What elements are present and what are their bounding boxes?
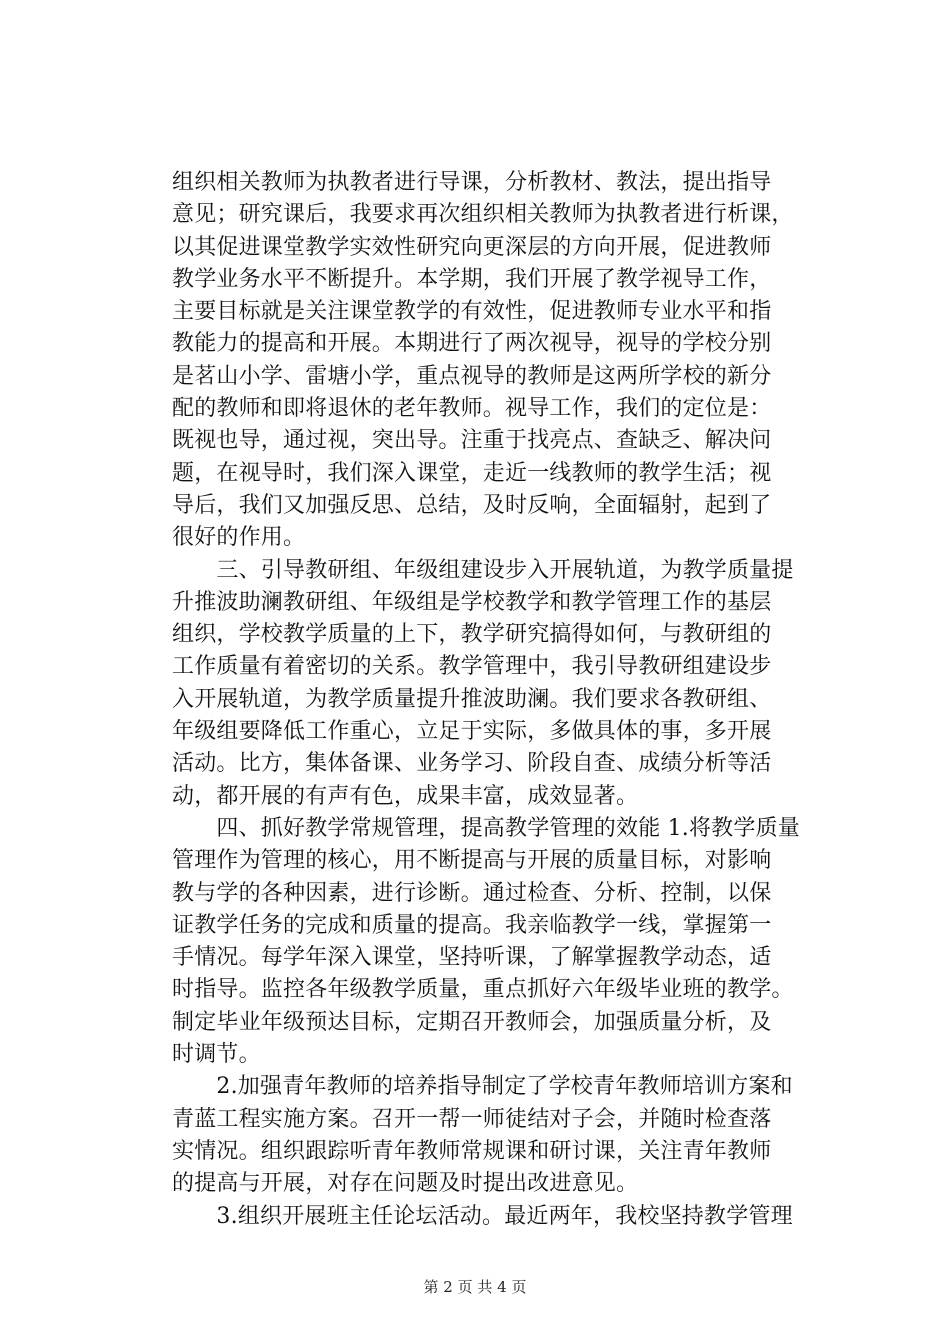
page-number-footer: 第 2 页 共 4 页 — [423, 1278, 527, 1296]
text-line: 的提高与开展，对存在问题及时提出改进意见。 — [172, 1171, 639, 1197]
text-line: 教与学的各种因素，进行诊断。通过检查、分析、控制，以保 — [172, 880, 772, 906]
text-line: 教学业务水平不断提升。本学期，我们开展了教学视导工作， — [172, 266, 772, 292]
text-line: 管理作为管理的核心，用不断提高与开展的质量目标，对影响 — [172, 848, 772, 874]
text-line: 是茗山小学、雷塘小学，重点视导的教师是这两所学校的新分 — [172, 363, 772, 389]
section-heading-line: 四、抓好教学常规管理，提高教学管理的效能 1.将教学质量 — [172, 815, 800, 841]
text-line: 升推波助澜教研组、年级组是学校教学和教学管理工作的基层 — [172, 589, 772, 615]
text-line: 青蓝工程实施方案。召开一帮一师徒结对子会，并随时检查落 — [172, 1106, 772, 1132]
text-line: 教能力的提高和开展。本期进行了两次视导，视导的学校分别 — [172, 331, 772, 357]
text-line: 既视也导，通过视，突出导。注重于找亮点、查缺乏、解决问 — [172, 428, 772, 454]
text-line: 主要目标就是关注课堂教学的有效性，促进教师专业水平和指 — [172, 299, 772, 325]
text-line: 组织相关教师为执教者进行导课，分析教材、教法，提出指导 — [172, 170, 772, 195]
text-line: 以其促进课堂教学实效性研究向更深层的方向开展，促进教师 — [172, 234, 772, 260]
text-line: 实情况。组织跟踪听青年教师常规课和研讨课，关注青年教师 — [172, 1138, 772, 1164]
text-line: 题，在视导时，我们深入课堂，走近一线教师的教学生活；视 — [172, 460, 772, 486]
text-line: 工作质量有着密切的关系。教学管理中，我引导教研组建设步 — [172, 654, 772, 680]
text-line: 手情况。每学年深入课堂，坚持听课，了解掌握教学动态，适 — [172, 945, 772, 971]
text-line: 很好的作用。 — [172, 525, 306, 551]
text-line: 导后，我们又加强反思、总结，及时反响，全面辐射，起到了 — [172, 492, 772, 518]
text-line: 意见；研究课后，我要求再次组织相关教师为执教者进行析课， — [172, 202, 794, 228]
text-line: 配的教师和即将退休的老年教师。视导工作，我们的定位是： — [172, 396, 772, 422]
numbered-item-line: 2.加强青年教师的培养指导制定了学校青年教师培训方案和 — [172, 1074, 793, 1100]
text-line: 证教学任务的完成和质量的提高。我亲临教学一线，掌握第一 — [172, 912, 772, 938]
text-line: 组织，学校教学质量的上下，教学研究搞得如何，与教研组的 — [172, 622, 772, 648]
text-line: 年级组要降低工作重心，立足于实际，多做具体的事，多开展 — [172, 719, 772, 745]
section-heading-line: 三、引导教研组、年级组建设步入开展轨道，为教学质量提 — [172, 557, 794, 583]
text-line: 制定毕业年级预达目标，定期召开教师会，加强质量分析，及 — [172, 1009, 772, 1035]
text-line: 入开展轨道，为教学质量提升推波助澜。我们要求各教研组、 — [172, 686, 772, 712]
text-line: 时调节。 — [172, 1042, 261, 1068]
text-line: 活动。比方，集体备课、业务学习、阶段自查、成绩分析等活 — [172, 751, 772, 777]
numbered-item-line: 3.组织开展班主任论坛活动。最近两年，我校坚持教学管理 — [172, 1203, 793, 1229]
document-body — [172, 167, 812, 1233]
text-line: 时指导。监控各年级教学质量，重点抓好六年级毕业班的教学。 — [172, 977, 794, 1003]
text-line: 动，都开展的有声有色，成果丰富，成效显著。 — [172, 783, 639, 809]
